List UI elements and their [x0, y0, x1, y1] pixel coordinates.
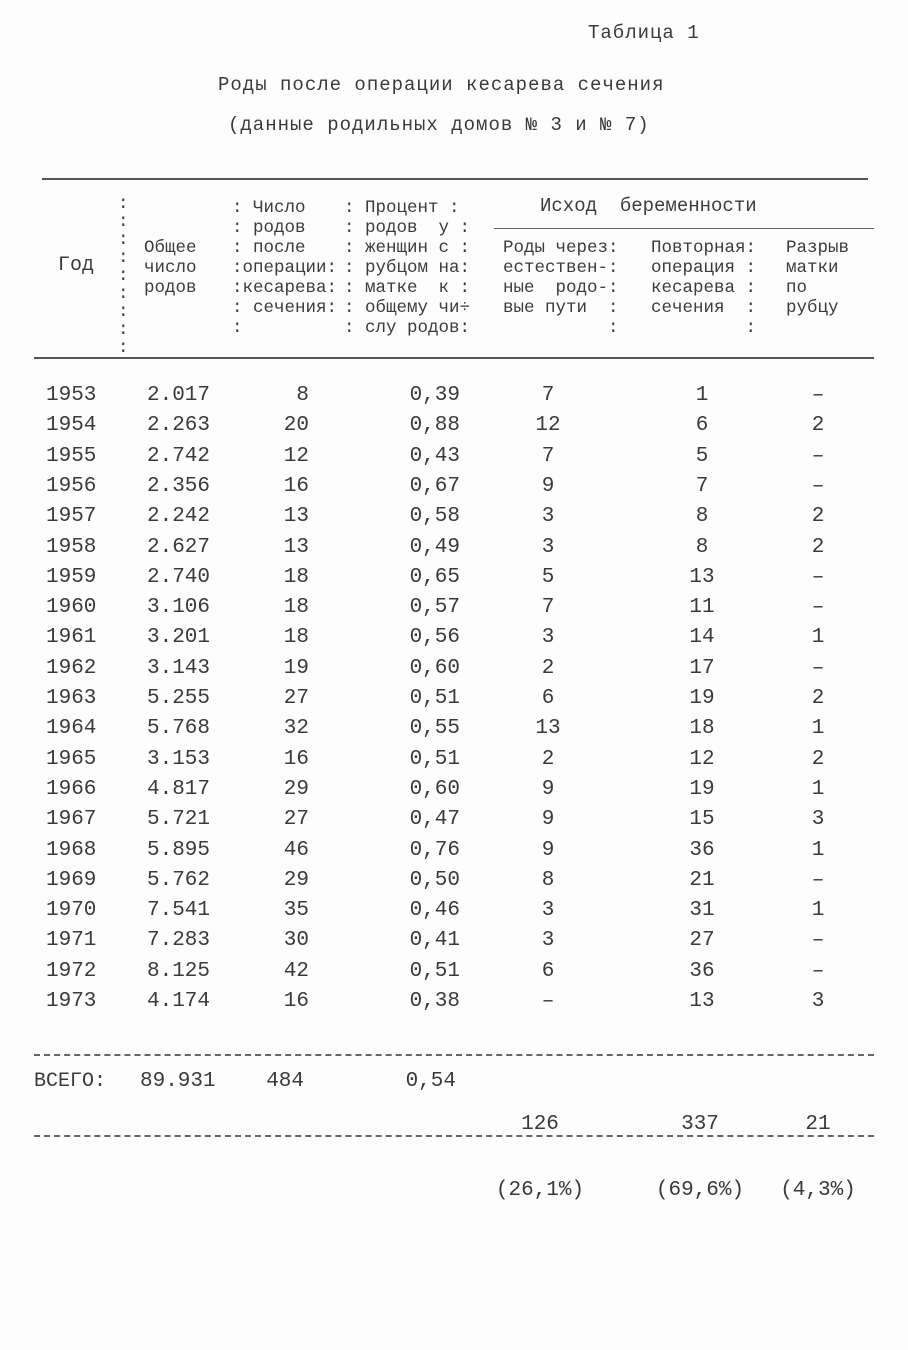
- cell-rupture: –: [811, 444, 825, 468]
- cell-rupture: 3: [811, 808, 825, 832]
- totals-natural-pct: (26,1%): [495, 1179, 585, 1202]
- totals-natural-count: 126: [521, 1113, 559, 1136]
- cell-repeat-cs: 6: [695, 414, 709, 438]
- cell-percent: 0,55: [409, 717, 460, 741]
- cell-rupture: 1: [811, 838, 825, 862]
- cell-births-after-cs: 27: [283, 808, 309, 832]
- cell-natural: 12: [535, 414, 561, 438]
- cell-rupture: –: [811, 656, 825, 680]
- totals-rule: [34, 1054, 874, 1056]
- cell-repeat-cs: 31: [689, 899, 715, 923]
- cell-repeat-cs: 12: [689, 747, 715, 771]
- cell-year: 1963: [46, 687, 97, 710]
- totals-repeat-cs: [648, 1070, 752, 1246]
- cell-births-after-cs: 30: [283, 929, 309, 953]
- cell-year: 1957: [46, 505, 97, 529]
- cell-births-after-cs: 18: [283, 626, 309, 650]
- cell-rupture: 2: [811, 505, 825, 529]
- cell-total-births: 5.721: [146, 808, 210, 832]
- cell-repeat-cs: 7: [695, 474, 709, 498]
- cell-total-births: 2.263: [146, 414, 210, 438]
- cell-births-after-cs: 16: [283, 990, 309, 1013]
- cell-natural: 9: [541, 808, 555, 832]
- totals-total-births: 89.931: [140, 1070, 216, 1093]
- cell-rupture: –: [811, 959, 825, 983]
- cell-natural: –: [541, 990, 555, 1013]
- cell-natural: 6: [541, 687, 555, 710]
- header-colon-1: : : : : : : : : :: [118, 194, 129, 358]
- bottom-rule: [34, 1135, 874, 1137]
- cell-natural: 9: [541, 777, 555, 801]
- cell-rupture: –: [811, 929, 825, 953]
- cell-total-births: 5.762: [146, 868, 210, 892]
- cell-total-births: 4.817: [146, 777, 210, 801]
- cell-births-after-cs: 16: [283, 747, 309, 771]
- cell-percent: 0,46: [409, 899, 460, 923]
- cell-rupture: –: [811, 565, 825, 589]
- cell-rupture: 2: [811, 535, 825, 559]
- cell-total-births: 3.153: [146, 747, 210, 771]
- cell-percent: 0,49: [409, 535, 460, 559]
- cell-rupture: –: [811, 868, 825, 892]
- cell-year: 1965: [46, 747, 97, 771]
- cell-percent: 0,39: [409, 384, 460, 407]
- cell-total-births: 3.106: [146, 596, 210, 620]
- cell-total-births: 5.895: [146, 838, 210, 862]
- table-label: Таблица 1: [588, 22, 700, 44]
- cell-total-births: 3.143: [146, 656, 210, 680]
- cell-repeat-cs: 36: [689, 838, 715, 862]
- header-uterine-rupture: Разрыв матки по рубцу: [786, 238, 850, 318]
- cell-total-births: 4.174: [146, 990, 210, 1013]
- header-percent: : Процент : : родов у : : женщин с : : рубцом на: : матке к : : общему чи÷ : слу родов:: [344, 198, 471, 338]
- cell-rupture: 1: [811, 777, 825, 801]
- cell-natural: 7: [541, 384, 555, 407]
- cell-total-births: 2.017: [146, 384, 210, 407]
- cell-rupture: 1: [811, 626, 825, 650]
- cell-repeat-cs: 8: [695, 505, 709, 529]
- cell-total-births: 2.242: [146, 505, 210, 529]
- cell-natural: 3: [541, 929, 555, 953]
- cell-births-after-cs: 18: [283, 596, 309, 620]
- cell-total-births: 7.283: [146, 929, 210, 953]
- cell-total-births: 8.125: [146, 959, 210, 983]
- cell-natural: 9: [541, 838, 555, 862]
- cell-percent: 0,41: [409, 929, 460, 953]
- cell-year: 1971: [46, 929, 97, 953]
- cell-rupture: 2: [811, 687, 825, 710]
- totals-rupture-count: 21: [805, 1113, 831, 1136]
- cell-percent: 0,51: [409, 959, 460, 983]
- cell-natural: 2: [541, 656, 555, 680]
- cell-repeat-cs: 17: [689, 656, 715, 680]
- cell-total-births: 3.201: [146, 626, 210, 650]
- cell-rupture: 1: [811, 717, 825, 741]
- cell-percent: 0,43: [409, 444, 460, 468]
- cell-repeat-cs: 8: [695, 535, 709, 559]
- table-title: Роды после операции кесарева сечения: [218, 74, 665, 96]
- cell-births-after-cs: 27: [283, 687, 309, 710]
- totals-births-after-cs: 484: [266, 1070, 304, 1093]
- cell-natural: 3: [541, 626, 555, 650]
- cell-rupture: 3: [811, 990, 825, 1013]
- totals-label: ВСЕГО:: [34, 1070, 107, 1093]
- totals-repeat-cs-pct: (69,6%): [655, 1179, 745, 1202]
- cell-natural: 6: [541, 959, 555, 983]
- cell-repeat-cs: 1: [695, 384, 709, 407]
- cell-year: 1961: [46, 626, 97, 650]
- cell-year: 1964: [46, 717, 97, 741]
- cell-year: 1973: [46, 990, 97, 1013]
- cell-repeat-cs: 18: [689, 717, 715, 741]
- cell-natural: 3: [541, 899, 555, 923]
- cell-percent: 0,58: [409, 505, 460, 529]
- cell-repeat-cs: 5: [695, 444, 709, 468]
- cell-year: 1972: [46, 959, 97, 983]
- cell-total-births: 5.768: [146, 717, 210, 741]
- cell-natural: 9: [541, 474, 555, 498]
- cell-year: 1966: [46, 777, 97, 801]
- cell-year: 1958: [46, 535, 97, 559]
- cell-repeat-cs: 13: [689, 990, 715, 1013]
- cell-total-births: 2.627: [146, 535, 210, 559]
- cell-year: 1953: [46, 384, 97, 407]
- cell-percent: 0,56: [409, 626, 460, 650]
- totals-natural: [488, 1070, 592, 1246]
- cell-year: 1955: [46, 444, 97, 468]
- cell-repeat-cs: 36: [689, 959, 715, 983]
- cell-births-after-cs: 18: [283, 565, 309, 589]
- cell-repeat-cs: 19: [689, 687, 715, 710]
- cell-percent: 0,47: [409, 808, 460, 832]
- top-rule: [42, 178, 868, 180]
- cell-total-births: 2.742: [146, 444, 210, 468]
- cell-total-births: 7.541: [146, 899, 210, 923]
- cell-births-after-cs: 20: [283, 414, 309, 438]
- header-natural-birth: Роды через: естествен-: ные родо-: вые пути : :: [503, 238, 619, 338]
- totals-repeat-cs-count: 337: [681, 1113, 719, 1136]
- cell-total-births: 2.356: [146, 474, 210, 498]
- cell-births-after-cs: 35: [283, 899, 309, 923]
- cell-births-after-cs: 42: [283, 959, 309, 983]
- cell-births-after-cs: 46: [283, 838, 309, 862]
- cell-repeat-cs: 27: [689, 929, 715, 953]
- header-repeat-cs: Повторная: операция : кесарева : сечения : :: [651, 238, 757, 338]
- cell-natural: 2: [541, 747, 555, 771]
- cell-percent: 0,65: [409, 565, 460, 589]
- cell-births-after-cs: 19: [283, 656, 309, 680]
- cell-percent: 0,51: [409, 747, 460, 771]
- cell-percent: 0,50: [409, 868, 460, 892]
- cell-rupture: 2: [811, 414, 825, 438]
- cell-births-after-cs: 13: [283, 535, 309, 559]
- cell-natural: 8: [541, 868, 555, 892]
- cell-percent: 0,67: [409, 474, 460, 498]
- table-subtitle: (данные родильных домов № 3 и № 7): [228, 114, 650, 136]
- cell-births-after-cs: 16: [283, 474, 309, 498]
- cell-rupture: –: [811, 384, 825, 407]
- cell-year: 1960: [46, 596, 97, 620]
- cell-rupture: –: [811, 596, 825, 620]
- cell-year: 1967: [46, 808, 97, 832]
- cell-births-after-cs: 32: [283, 717, 309, 741]
- cell-percent: 0,38: [409, 990, 460, 1013]
- cell-repeat-cs: 11: [689, 596, 715, 620]
- totals-rupture-pct: (4,3%): [780, 1179, 856, 1202]
- cell-percent: 0,60: [409, 656, 460, 680]
- header-births-after-cs: : Число : родов : после :операции: :кесарева: : сечения: :: [232, 198, 338, 338]
- cell-repeat-cs: 13: [689, 565, 715, 589]
- cell-repeat-cs: 14: [689, 626, 715, 650]
- cell-repeat-cs: 21: [689, 868, 715, 892]
- cell-percent: 0,57: [409, 596, 460, 620]
- cell-natural: 3: [541, 535, 555, 559]
- cell-births-after-cs: 12: [283, 444, 309, 468]
- cell-natural: 5: [541, 565, 555, 589]
- header-bottom-rule: [34, 357, 874, 359]
- cell-percent: 0,88: [409, 414, 460, 438]
- totals-percent: 0,54: [405, 1070, 456, 1093]
- cell-rupture: 2: [811, 747, 825, 771]
- cell-percent: 0,51: [409, 687, 460, 710]
- cell-natural: 3: [541, 505, 555, 529]
- cell-rupture: –: [811, 474, 825, 498]
- cell-rupture: 1: [811, 899, 825, 923]
- cell-natural: 13: [535, 717, 561, 741]
- cell-year: 1970: [46, 899, 97, 923]
- cell-births-after-cs: 29: [283, 868, 309, 892]
- cell-natural: 7: [541, 596, 555, 620]
- cell-births-after-cs: 29: [283, 777, 309, 801]
- cell-year: 1959: [46, 565, 97, 589]
- cell-repeat-cs: 19: [689, 777, 715, 801]
- cell-year: 1956: [46, 474, 97, 498]
- header-total-births: Общее число родов: [144, 238, 197, 298]
- cell-year: 1962: [46, 656, 97, 680]
- cell-total-births: 5.255: [146, 687, 210, 710]
- cell-births-after-cs: 13: [283, 505, 309, 529]
- header-year: Год: [58, 254, 95, 277]
- cell-year: 1969: [46, 868, 97, 892]
- cell-total-births: 2.740: [146, 565, 210, 589]
- cell-repeat-cs: 15: [689, 808, 715, 832]
- cell-year: 1968: [46, 838, 97, 862]
- outcome-group-rule: [494, 228, 874, 229]
- cell-births-after-cs: 8: [296, 384, 309, 407]
- cell-natural: 7: [541, 444, 555, 468]
- header-outcome-group: Исход беременности: [540, 195, 757, 217]
- cell-percent: 0,76: [409, 838, 460, 862]
- totals-rupture: [770, 1070, 866, 1246]
- cell-year: 1954: [46, 414, 97, 438]
- cell-percent: 0,60: [409, 777, 460, 801]
